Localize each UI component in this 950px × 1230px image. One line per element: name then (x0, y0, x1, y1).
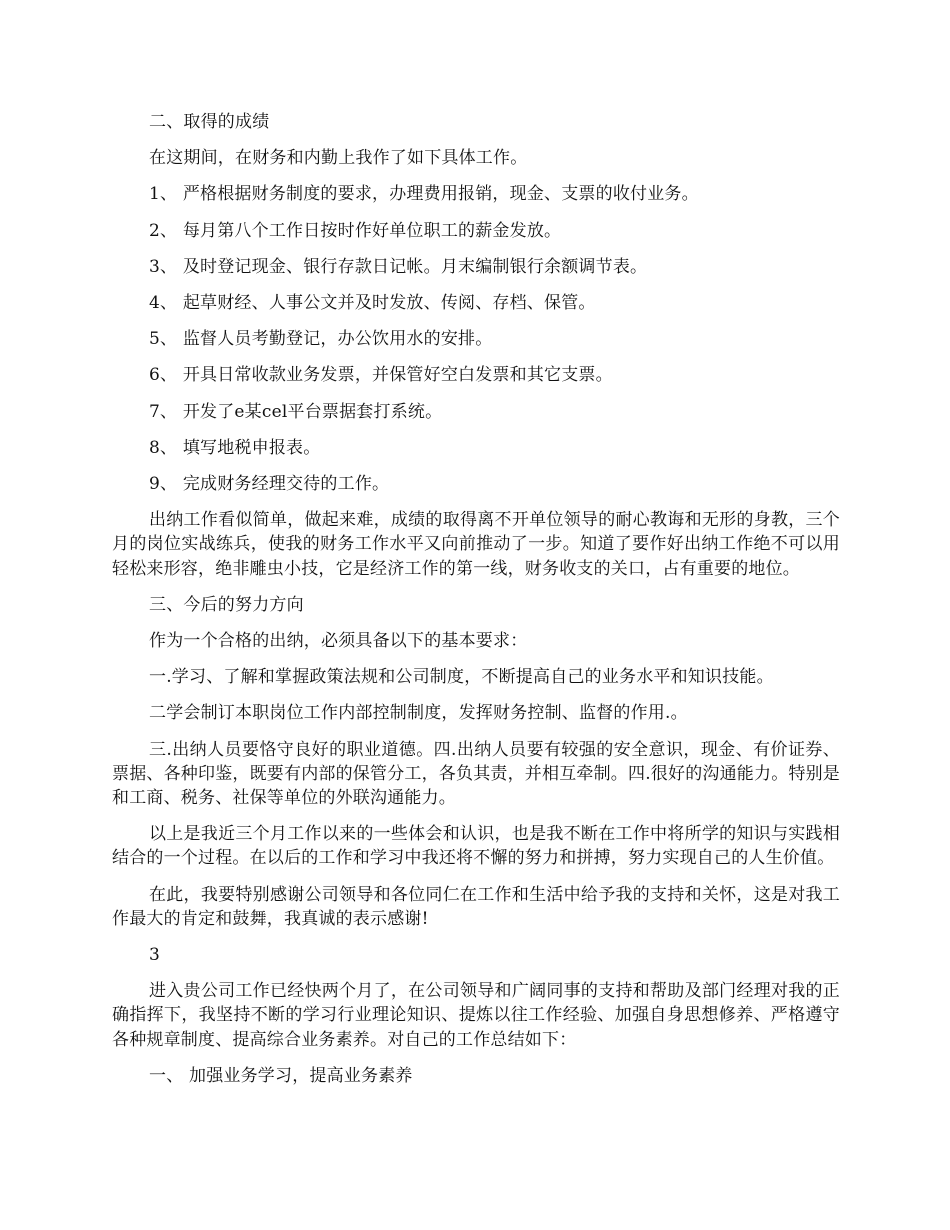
list-item-7: 7、 开发了e某cel平台票据套打系统。 (149, 401, 443, 422)
requirement-item-3: 三.出纳人员要恪守良好的职业道德。四.出纳人员要有较强的安全意识，现金、有价证券、票据、各种印鉴，既要有内部的保管分工，各负其责，并相互牵制。四.很好的沟通能力。特别是和工商、税务、社保等单位的外联沟通能力。 (112, 739, 841, 809)
section-number: 3 (149, 945, 161, 966)
body-paragraph-thanks: 在此，我要特别感谢公司领导和各位同仁在工作和生活中给予我的支持和关怀，这是对我工作最大的肯定和鼓舞，我真诚的表示感谢! (112, 884, 840, 929)
list-item-9: 9、 完成财务经理交待的工作。 (149, 474, 390, 495)
intro-paragraph: 在这期间，在财务和内勤上我作了如下具体工作。 (149, 148, 528, 169)
body-paragraph-reflection: 以上是我近三个月工作以来的一些体会和认识，也是我不断在工作中将所学的知识与实践相结合的一个过程。在以后的工作和学习中我还将不懈的努力和拼搏，努力实现自己的人生价值。 (112, 824, 840, 869)
list-item-1: 1、 严格根据财务制度的要求，办理费用报销，现金、支票的收付业务。 (149, 184, 699, 205)
section-heading-achievements: 二、取得的成绩 (149, 112, 270, 132)
list-item-8: 8、 填写地税申报表。 (149, 437, 321, 458)
document-page (112, 110, 840, 1100)
list-item-4: 4、 起草财经、人事公文并及时发放、传阅、存档、保管。 (149, 293, 596, 314)
list-item-6: 6、 开具日常收款业务发票，并保管好空白发票和其它支票。 (149, 365, 613, 386)
body-paragraph-work-summary: 进入贵公司工作已经快两个月了，在公司领导和广阔同事的支持和帮助及部门经理对我的正确指挥下，我坚持不断的学习行业理论知识、提炼以往工作经验、加强自身思想修养、严格遵守各种规章制度、提高综合业务素养。对自己的工作总结如下： (112, 981, 840, 1050)
list-item-3: 3、 及时登记现金、银行存款日记帐。月末编制银行余额调节表。 (149, 256, 648, 277)
list-item-2: 2、 每月第八个工作日按时作好单位职工的薪金发放。 (149, 220, 562, 241)
list-item-5: 5、 监督人员考勤登记，办公饮用水的安排。 (149, 329, 493, 350)
section-heading-future-direction: 三、今后的努力方向 (149, 594, 304, 615)
body-paragraph-requirements-intro: 作为一个合格的出纳，必须具备以下的基本要求： (149, 631, 528, 652)
section-heading-business-study: 一、 加强业务学习，提高业务素养 (149, 1065, 413, 1086)
body-paragraph-cashier-work: 出纳工作看似简单，做起来难，成绩的取得离不开单位领导的耐心教诲和无形的身教，三个月的岗位实战练兵，使我的财务工作水平又向前推动了一步。知道了要作好出纳工作绝不可以用轻松来形容，绝非雕虫小技，它是经济工作的第一线，财务收支的关口，占有重要的地位。 (112, 510, 840, 579)
requirement-item-1: 一.学习、了解和掌握政策法规和公司制度，不断提高自己的业务水平和知识技能。 (149, 667, 774, 688)
requirement-item-2: 二学会制订本职岗位工作内部控制制度，发挥财务控制、监督的作用.。 (149, 703, 688, 724)
